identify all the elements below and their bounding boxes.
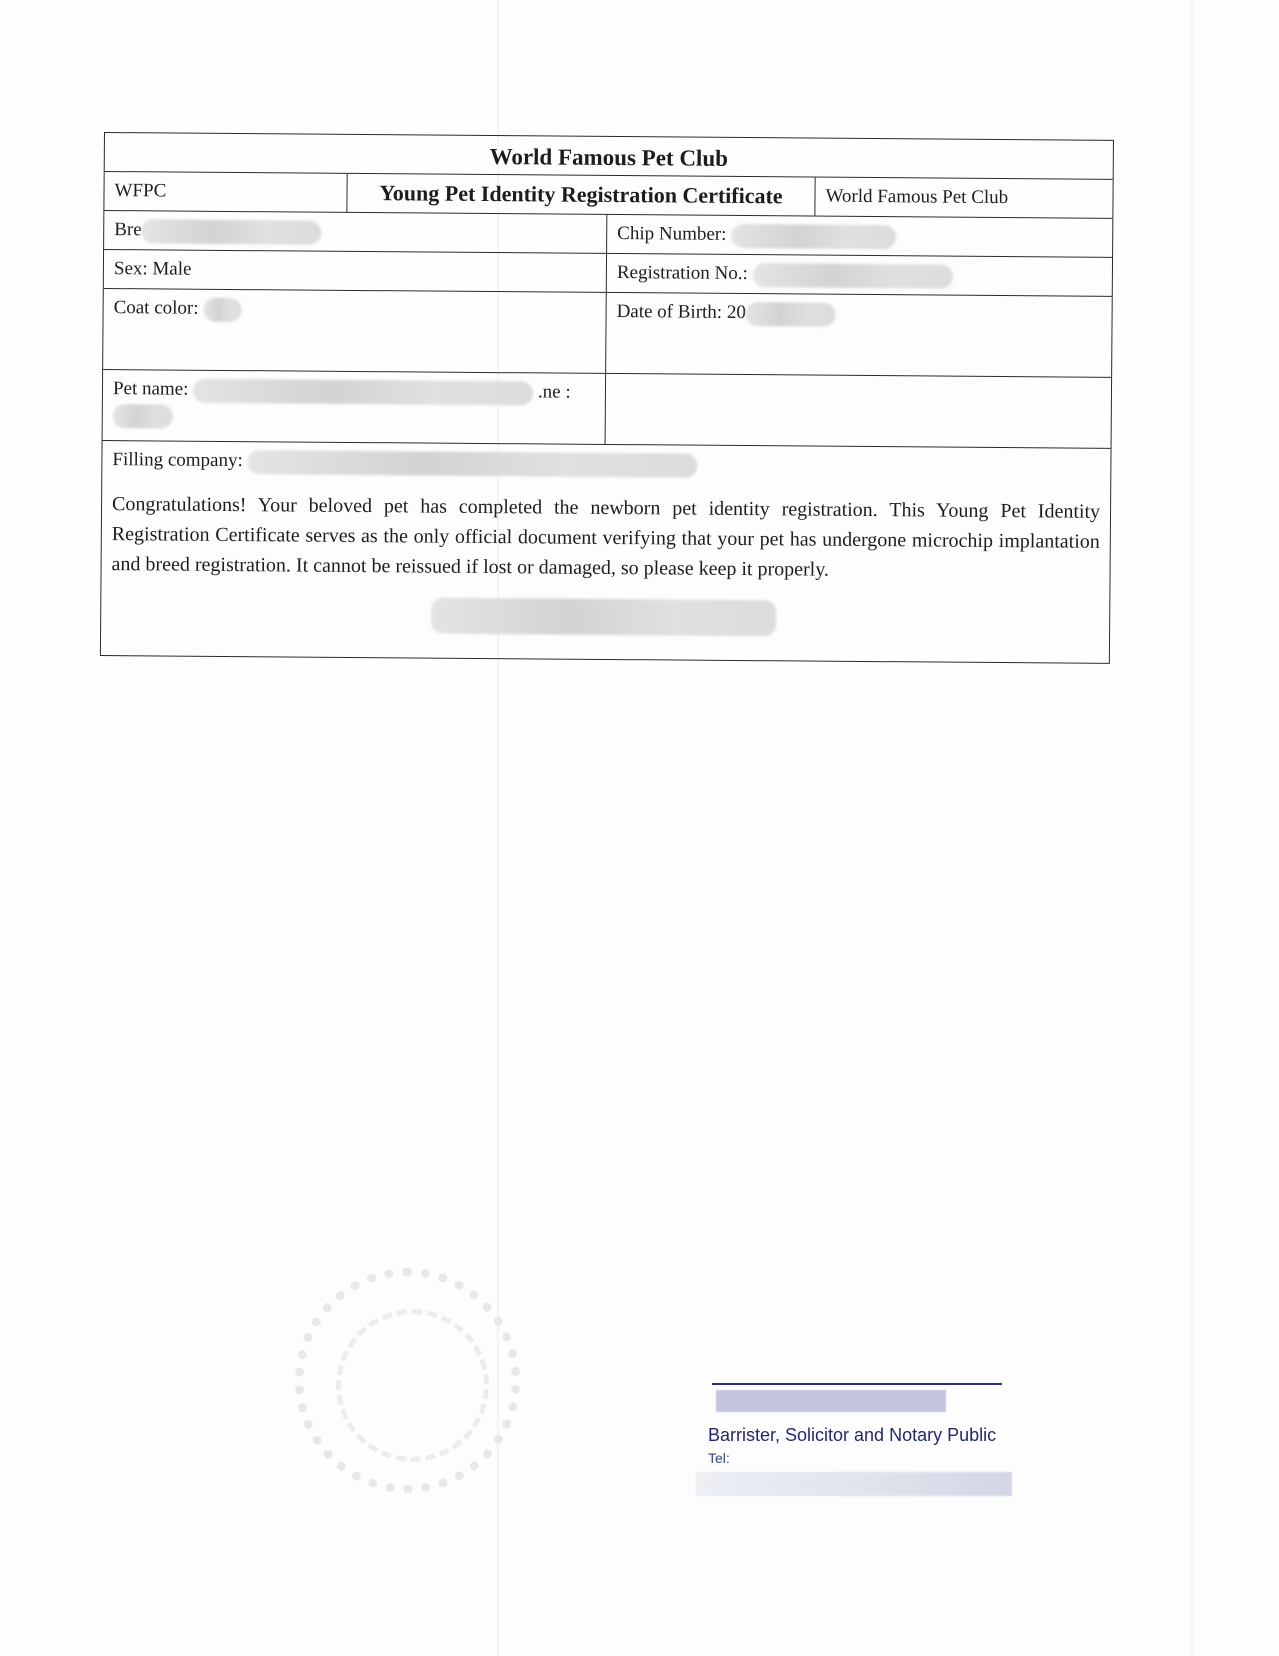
pet-name-label: Pet name: xyxy=(112,378,189,400)
certificate-table xyxy=(100,132,1114,664)
registration-cell xyxy=(606,254,1112,296)
certificate-title: Young Pet Identity Registration Certificate xyxy=(346,174,814,216)
pet-name-tail: .ne : xyxy=(537,381,571,403)
redacted-date-of-birth xyxy=(746,302,836,327)
breed-cell xyxy=(104,211,606,253)
coat-label: Coat color: xyxy=(113,297,199,319)
chip-cell xyxy=(606,215,1112,257)
embossed-seal xyxy=(295,1268,520,1493)
redacted-pet-name xyxy=(193,378,533,405)
notary-tel-fragment: Tel: xyxy=(708,1450,730,1466)
redacted-notary-name xyxy=(716,1390,946,1412)
empty-cell xyxy=(605,374,1112,448)
dob-cell xyxy=(605,293,1112,377)
registration-label: Registration No.: xyxy=(616,262,748,285)
pet-name-cell xyxy=(103,370,606,444)
redacted-signature-area xyxy=(101,585,1110,663)
redacted-signature xyxy=(431,598,776,637)
redacted-breed xyxy=(142,219,322,244)
coat-cell xyxy=(103,289,606,373)
redacted-filing-company xyxy=(247,450,697,478)
chip-label: Chip Number: xyxy=(617,223,727,245)
certificate-header: World Famous Pet Club xyxy=(489,144,729,171)
redacted-pet-name-line2 xyxy=(113,404,173,428)
notary-rule xyxy=(712,1383,1002,1385)
coat-dob-row xyxy=(103,289,1112,378)
dob-label: Date of Birth: 20 xyxy=(616,301,746,324)
redacted-coat-color xyxy=(203,297,241,321)
body-row xyxy=(101,441,1111,663)
breed-label: Bre xyxy=(114,219,142,241)
sex-cell: Sex: Male xyxy=(113,258,192,280)
filing-label: Filling company: xyxy=(112,449,243,472)
issuer-cell: World Famous Pet Club xyxy=(814,178,1112,218)
paper-edge xyxy=(1190,0,1193,1656)
abbr-cell: WFPC xyxy=(114,180,167,202)
redacted-registration-number xyxy=(752,263,952,289)
congratulations-message: Congratulations! Your beloved pet has completed the newborn pet identity registration. This Young Pet Identity Registration Certificate serves as the only official document verifying that your pet has undergone microchip implantation and breed registration. It cannot be reissued if lost or damaged, so please keep it properly. xyxy=(111,493,1101,581)
redacted-notary-address xyxy=(696,1472,1012,1496)
redacted-chip-number xyxy=(731,224,896,249)
pet-name-row xyxy=(103,370,1112,449)
notary-title: Barrister, Solicitor and Notary Public xyxy=(708,1425,997,1445)
